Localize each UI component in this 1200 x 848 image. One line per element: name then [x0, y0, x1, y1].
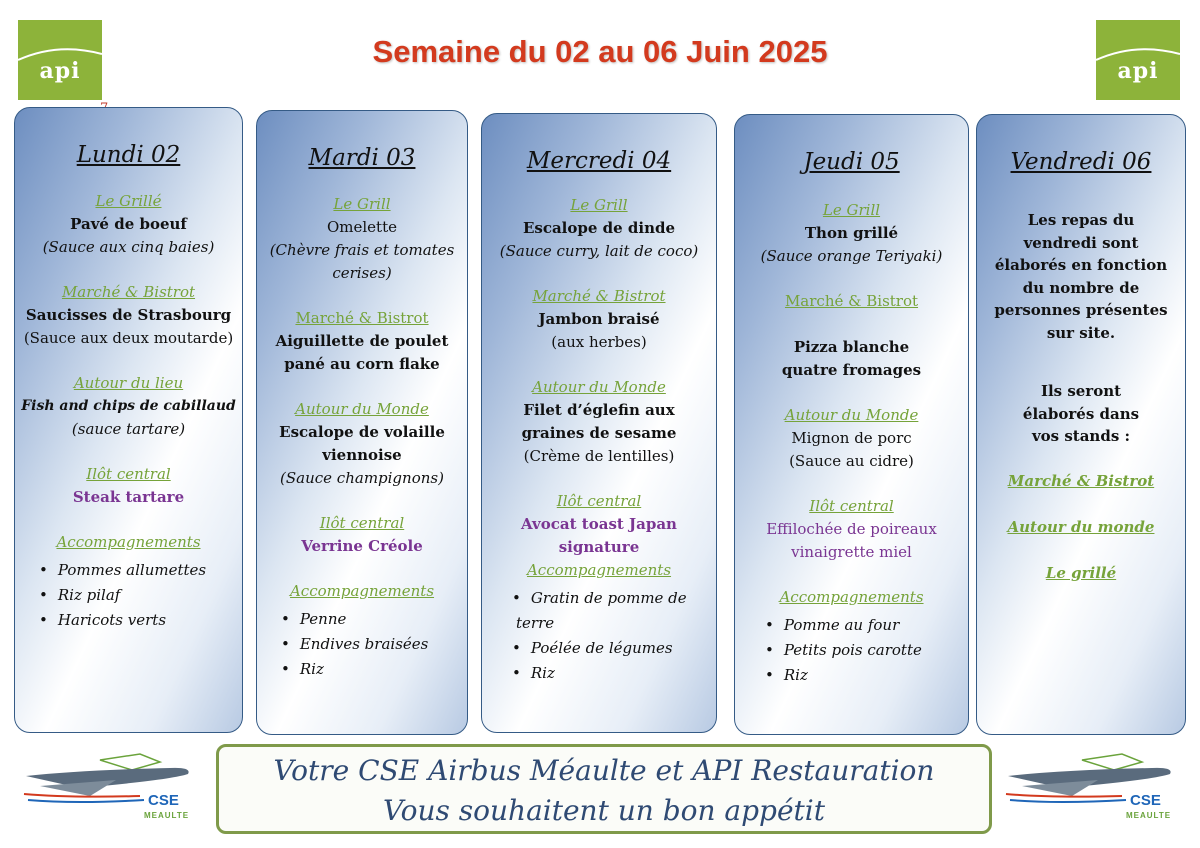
- menu-section-autour: [482, 376, 716, 468]
- station-label: Autour du Monde: [295, 400, 429, 418]
- day-card-mercredi: [481, 113, 717, 733]
- dish-sauce: (Sauce aux cinq baies): [42, 238, 215, 256]
- friday-stands-intro: [977, 380, 1185, 448]
- menu-section-marche-bistrot: [15, 281, 242, 350]
- dish-name: Verrine Créole: [301, 537, 423, 555]
- day-title: Mardi 03: [308, 145, 416, 171]
- dish-sauce: (Sauce orange Teriyaki): [760, 247, 943, 265]
- footer-message-box: [216, 744, 992, 834]
- cse-subtext: MEAULTE: [1126, 811, 1172, 820]
- dish-sauce: (Chèvre frais et tomates cerises): [269, 241, 455, 282]
- menu-section-ilot-central: [482, 490, 716, 559]
- menu-section-marche-bistrot: [735, 290, 968, 382]
- station-label: Ilôt central: [86, 465, 171, 483]
- dish-name: Escalope de dinde: [522, 219, 676, 237]
- station-label: Accompagnements: [526, 561, 672, 579]
- station-label: Marché & Bistrot: [295, 309, 429, 327]
- dish-name: Steak tartare: [72, 488, 185, 506]
- menu-section-grill: [257, 193, 467, 285]
- dish-sauce: (Sauce curry, lait de coco): [499, 242, 699, 260]
- station-label: Autour du lieu: [73, 374, 184, 392]
- menu-section-marche-bistrot: [482, 285, 716, 354]
- station-label: Le Grill: [822, 201, 881, 219]
- dish-name: Thon grillé: [804, 224, 899, 242]
- menu-section-ilot-central: [257, 512, 467, 558]
- dish-sauce: (sauce tartare): [71, 420, 186, 438]
- side-item: • Riz: [769, 663, 968, 688]
- dish-name: Filet d’églefin aux graines de sesame: [521, 401, 677, 442]
- side-item: • Pomme au four: [769, 613, 968, 638]
- station-label: Ilôt central: [556, 492, 642, 510]
- side-item: • Pommes allumettes: [43, 558, 242, 583]
- station-label: Ilôt central: [809, 497, 894, 515]
- side-item: • Petits pois carotte: [769, 638, 968, 663]
- api-logo-text: api: [39, 58, 81, 84]
- friday-intro: [977, 209, 1185, 344]
- friday-intro-text: Les repas du vendredi sont élaborés en fonction du nombre de personnes présentes sur site.: [994, 211, 1168, 342]
- stand-label: Marché & Bistrot: [1007, 471, 1155, 490]
- day-title: Vendredi 06: [1010, 149, 1152, 175]
- station-label: Autour du Monde: [784, 406, 919, 424]
- sides-list: [482, 586, 716, 686]
- stand-label: Le grillé: [1045, 563, 1117, 582]
- cse-subtext: MEAULTE: [144, 811, 190, 820]
- day-card-mardi: [256, 110, 468, 735]
- page-title: Semaine du 02 au 06 Juin 2025: [372, 34, 828, 69]
- side-item: • Riz: [516, 661, 708, 686]
- friday-stands: [977, 470, 1185, 585]
- menu-section-ilot-central: [15, 463, 242, 509]
- api-logo-right: [1096, 20, 1180, 100]
- dish-name: Jambon braisé: [538, 310, 660, 328]
- side-item: • Haricots verts: [43, 608, 242, 633]
- sides-list: [257, 607, 467, 682]
- day-title: Lundi 02: [76, 142, 181, 168]
- menu-section-ilot-central: [735, 495, 968, 564]
- menu-section-accompagnements: [482, 559, 716, 686]
- footer-line-1: Votre CSE Airbus Méaulte et API Restauration: [273, 754, 935, 787]
- day-title: Mercredi 04: [526, 148, 672, 174]
- menu-section-accompagnements: [15, 531, 242, 633]
- side-item: • Gratin de pomme de terre: [516, 586, 708, 636]
- station-label: Le Grill: [333, 195, 391, 213]
- sides-list: [735, 613, 968, 688]
- dish-name: Avocat toast Japan signature: [521, 515, 677, 556]
- side-item: • Riz pilaf: [43, 583, 242, 608]
- api-logo-left: [18, 20, 102, 100]
- menu-section-grill: [482, 194, 716, 263]
- cse-logo-right: [1002, 740, 1182, 832]
- station-label: Marché & Bistrot: [61, 283, 196, 301]
- dish-sauce: (Crème de lentilles): [523, 447, 675, 465]
- station-label: Marché & Bistrot: [532, 287, 666, 305]
- cse-logo-left: [20, 740, 200, 832]
- api-logo-text: api: [1117, 58, 1159, 84]
- menu-section-accompagnements: [257, 580, 467, 682]
- day-card-jeudi: [734, 114, 969, 735]
- station-label: Marché & Bistrot: [784, 292, 919, 310]
- side-item: • Penne: [285, 607, 467, 632]
- cse-text: CSE: [1130, 792, 1161, 809]
- dish-name: Effilochée de poireaux vinaigrette miel: [766, 520, 937, 561]
- station-label: Accompagnements: [56, 533, 201, 551]
- menu-section-accompagnements: [735, 586, 968, 688]
- dish-name: Pizza blanche quatre fromages: [781, 338, 922, 379]
- menu-section-autour: [15, 372, 242, 441]
- dish-sauce: (aux herbes): [551, 333, 647, 351]
- stand-label: Autour du monde: [1007, 517, 1155, 536]
- dish-sauce: (Sauce aux deux moutarde): [23, 329, 234, 347]
- dish-name: Fish and chips de cabillaud: [21, 398, 236, 414]
- dish-sauce: (Sauce champignons): [280, 469, 444, 487]
- station-label: Le Grill: [570, 196, 628, 214]
- dish-name: Aiguillette de poulet pané au corn flake: [275, 332, 449, 373]
- station-label: Accompagnements: [289, 582, 435, 600]
- dish-name: Mignon de porc: [791, 429, 912, 447]
- side-item: • Endives braisées: [285, 632, 467, 657]
- cse-text: CSE: [148, 792, 179, 809]
- dish-sauce: (Sauce au cidre): [789, 452, 914, 470]
- menu-section-grill: [735, 199, 968, 268]
- station-label: Autour du Monde: [532, 378, 666, 396]
- dish-name: Saucisses de Strasbourg: [25, 306, 232, 324]
- station-label: Le Grillé: [95, 192, 162, 210]
- day-title: Jeudi 05: [803, 149, 900, 175]
- menu-section-grill: [15, 190, 242, 259]
- footer-line-2: Vous souhaitent un bon appétit: [382, 794, 825, 827]
- menu-section-autour: [735, 404, 968, 473]
- side-item: • Riz: [285, 657, 467, 682]
- menu-section-marche-bistrot: [257, 307, 467, 376]
- station-label: Ilôt central: [319, 514, 405, 532]
- station-label: Accompagnements: [779, 588, 924, 606]
- friday-stands-text: Ils seront élaborés dans vos stands :: [1022, 382, 1140, 445]
- dish-name: Pavé de boeuf: [70, 215, 187, 233]
- menu-section-autour: [257, 398, 467, 490]
- dish-name: Escalope de volaille viennoise: [279, 423, 445, 464]
- dish-name: Omelette: [326, 218, 397, 236]
- sides-list: [15, 558, 242, 633]
- day-card-vendredi: [976, 114, 1186, 735]
- side-item: • Poélée de légumes: [516, 636, 708, 661]
- day-card-lundi: [14, 107, 243, 733]
